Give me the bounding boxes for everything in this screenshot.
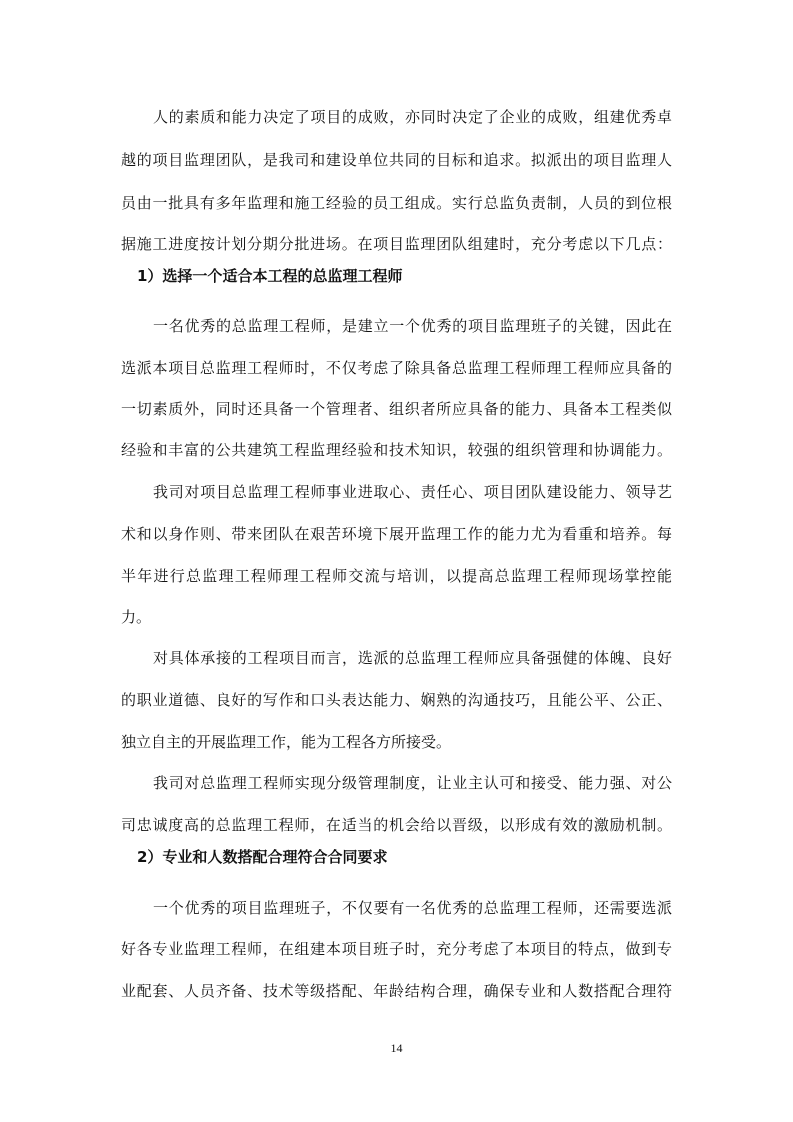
paragraph-2-line-3: 一切素质外，同时还具备一个管理者、组织者所应具备的能力、具备本工程类似 bbox=[121, 400, 673, 418]
paragraph-3-line-3: 半年进行总监理工程师理工程师交流与培训，以提高总监理工程师现场掌控能 bbox=[121, 567, 674, 585]
paragraph-5-line-2: 司忠诚度高的总监理工程师，在适当的机会给以晋级，以形成有效的激励机制。 bbox=[121, 816, 673, 834]
page-number: 14 bbox=[390, 1041, 403, 1055]
paragraph-2-line-2: 选派本项目总监理工程师时，不仅考虑了除具备总监理工程师理工程师应具备的 bbox=[121, 359, 673, 377]
section-heading-1: 1）选择一个适合本工程的总监理工程师 bbox=[137, 267, 403, 285]
section-heading-2: 2）专业和人数搭配合理符合合同要求 bbox=[137, 848, 388, 866]
paragraph-5-line-1: 我司对总监理工程师实现分级管理制度，让业主认可和接受、能力强、对公 bbox=[153, 774, 673, 792]
paragraph-3-line-2: 术和以身作则、带来团队在艰苦环境下展开监理工作的能力尤为看重和培养。每 bbox=[121, 525, 673, 543]
paragraph-1-line-1: 人的素质和能力决定了项目的成败，亦同时决定了企业的成败，组建优秀卓 bbox=[153, 108, 673, 126]
paragraph-6-line-1: 一个优秀的项目监理班子，不仅要有一名优秀的总监理工程师，还需要选派 bbox=[153, 899, 673, 917]
paragraph-6-line-3: 业配套、人员齐备、技术等级搭配、年龄结构合理，确保专业和人数搭配合理符 bbox=[121, 982, 673, 1000]
paragraph-1-line-3: 员由一批具有多年监理和施工经验的员工组成。实行总监负责制，人员的到位根 bbox=[121, 194, 673, 212]
paragraph-1-line-2: 越的项目监理团队，是我司和建设单位共同的目标和追求。拟派出的项目监理人 bbox=[121, 151, 673, 169]
paragraph-4-line-3: 独立自主的开展监理工作，能为工程各方所接受。 bbox=[121, 733, 452, 751]
paragraph-3-line-4: 力。 bbox=[121, 608, 152, 626]
paragraph-2-line-1: 一名优秀的总监理工程师，是建立一个优秀的项目监理班子的关键，因此在 bbox=[153, 317, 673, 335]
paragraph-6-line-2: 好各专业监理工程师，在组建本项目班子时，充分考虑了本项目的特点，做到专 bbox=[121, 940, 673, 958]
paragraph-4-line-2: 的职业道德、良好的写作和口头表达能力、娴熟的沟通技巧，且能公平、公正、 bbox=[121, 691, 673, 709]
paragraph-1-line-4: 据施工进度按计划分期分批进场。在项目监理团队组建时，充分考虑以下几点： bbox=[121, 235, 673, 253]
paragraph-4-line-1: 对具体承接的工程项目而言，选派的总监理工程师应具备强健的体魄、良好 bbox=[153, 649, 673, 667]
paragraph-2-line-4: 经验和丰富的公共建筑工程监理经验和技术知识，较强的组织管理和协调能力。 bbox=[121, 441, 673, 459]
paragraph-3-line-1: 我司对项目总监理工程师事业进取心、责任心、项目团队建设能力、领导艺 bbox=[153, 483, 673, 501]
